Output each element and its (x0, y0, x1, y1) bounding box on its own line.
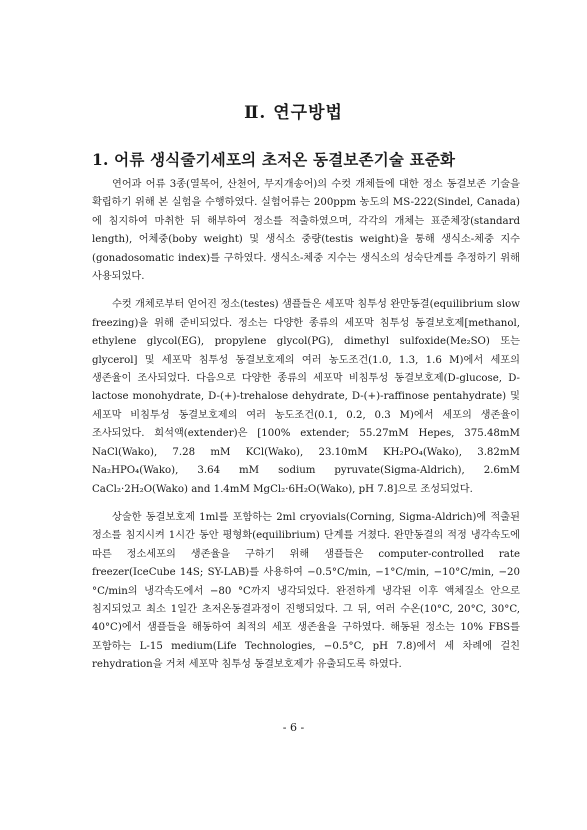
chapter-title: Ⅱ. 연구방법 (244, 103, 343, 123)
page-number: - 6 - (282, 721, 305, 734)
paragraph: 상술한 동결보호제 1ml를 포함하는 2ml cryovials(Corning, Sigma-Aldrich)에 적출된 정소를 침지시켜 1시간 동안 평형화(equilibrium) 단계를 거쳤다. 완만동결의 적정 냉각속도에 따른 정소세포의 생존율을 구하기 위해 샘플들은 computer-controlled rate freezer(IceCube 14S; SY-LAB)를 사용하여 −0.5°C/min, −1°C/min, −10°C/min, −20 °C/min의 냉각속도에서 −80 °C까지 냉각되었다. 완전하게 냉각된 이후 액체질소 안으로 침지되었고 최소 1일간 초저온동결과정이 진행되었다. 그 뒤, 여러 수온(10°C, 20°C, 30°C, 40°C)에서 샘플들을 해동하여 최적의 세포 생존율을 구하였다. 해동된 정소는 10% FBS를 포함하는 L-15 medium(Life Technologies, −0.5°C, pH 7.8)에서 세 차례에 걸친 rehydration을 거쳐 세포막 침투성 동결보호제가 유출되도록 하였다. (92, 511, 520, 671)
paragraph: 연어과 어류 3종(열목어, 산천어, 무지개송어)의 수컷 개체들에 대한 정소 동결보존 기술을 확립하기 위해 본 실험을 수행하였다. 실험어류는 200ppm 농도의 MS-222(Sindel, Canada)에 침지하여 마취한 뒤 해부하여 정소를 적출하였으며, 각각의 개체는 표준체장(standard length), 어체중(boby weight) 및 생식소 중량(testis weight)을 통해 생식소-체중 지수(gonadosomatic index)를 구하였다. 생식소-체중 지수는 생식소의 성숙단계를 추정하기 위해 사용되었다. (92, 179, 520, 283)
section-title: 1. 어류 생식줄기세포의 초저온 동결보존기술 표준화 (92, 150, 456, 169)
paragraph: 수컷 개체로부터 얻어진 정소(testes) 샘플들은 세포막 침투성 완만동결(equilibrium slow freezing)을 위해 준비되었다. 정소는 다양한 종류의 세포막 침투성 동결보호제[methanol, ethylene glycol(EG), propylene glycol(PG), dimethyl sulfoxide(Me₂SO) 또는 glycerol] 및 세포막 침투성 동결보호제의 여러 농도조건(1.0, 1.3, 1.6 M)에서 세포의 생존율이 조사되었다. 다음으로 다양한 종류의 세포막 비침투성 동결보호제(D-glucose, D-lactose monohydrate, D-(+)-trehalose dehydrate, D-(+)-raffinose pentahydrate) 및 세포막 비침투성 동결보호제의 여러 농도조건(0.1, 0.2, 0.3 M)에서 세포의 생존율이 조사되었다. 희석액(extender)은 [100% extender; 55.27mM Hepes, 375.48mM NaCl(Wako), 7.28 mM KCl(Wako), 23.10mM KH₂PO₄(Wako), 3.82mM Na₂HPO₄(Wako), 3.64 mM sodium pyruvate(Sigma-Aldrich), 2.6mM CaCl₂·2H₂O(Wako) and 1.4mM MgCl₂·6H₂O(Wako), pH 7.8]으로 조성되었다. (92, 299, 520, 495)
body-text (92, 176, 520, 685)
